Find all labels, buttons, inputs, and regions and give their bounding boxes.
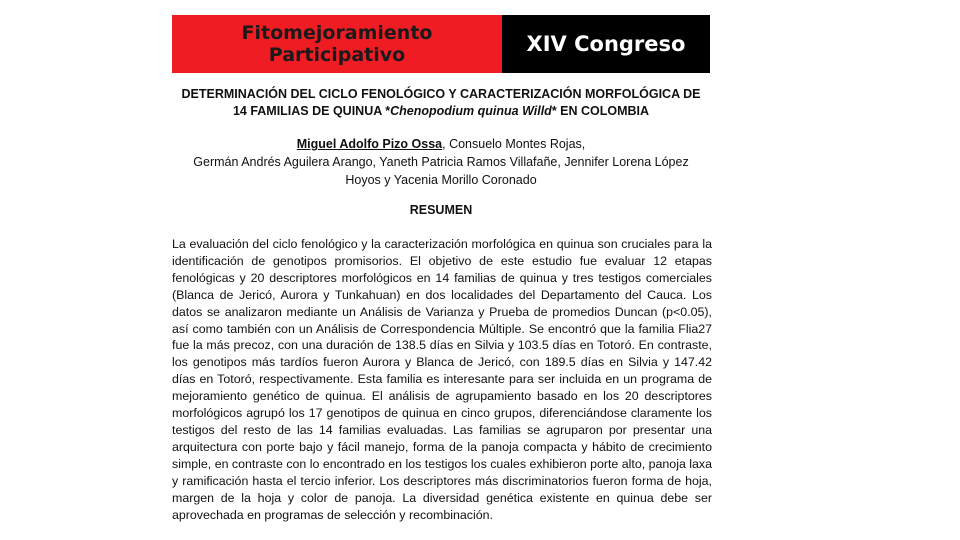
authors-line1 [172, 135, 710, 153]
authors-line2: Germán Andrés Aguilera Arango, Yaneth Patricia Ramos Villafañe, Jennifer Lorena López [193, 155, 689, 169]
paper-title [172, 86, 710, 120]
title-species: Chenopodium quinua Willd [390, 104, 552, 118]
main-author: Miguel Adolfo Pizo Ossa [296, 137, 443, 151]
title-line1: DETERMINACIÓN DEL CICLO FENOLÓGICO Y CARACTERIZACIÓN MORFOLÓGICA DE [181, 87, 701, 101]
authors-line3: Hoyos y Yacenia Morillo Coronado [345, 173, 537, 187]
banner-topic-line1: Fitomejoramiento [241, 22, 433, 44]
section-heading: RESUMEN [409, 203, 473, 217]
banner-topic-line2: Participativo [268, 44, 406, 66]
title-line2-start: 14 FAMILIAS DE QUINUA * [232, 104, 391, 118]
author-list [172, 135, 710, 189]
abstract-text: La evaluación del ciclo fenológico y la caracterización morfológica en quinua son cruciales para la identificación de genotipos promisorios. El objetivo de este estudio fue evaluar 12 etapas fenológicas y 20 descriptores morfológicos en 14 familias de quinua y tres testigos comerciales (Blanca de Jericó, Aurora y Tunkahuan) en dos localidades del Departamento del Cauca. Los datos se analizaron mediante un Análisis de Varianza y Prueba de promedios Duncan (p<0.05), así como también con un Análisis de Correspondencia Múltiple. Se encontró que la familia Flia27 fue la más precoz, con una duración de 138.5 días en Silvia y 103.5 días en Totoró. En contraste, los genotipos más tardíos fueron Aurora y Blanca de Jericó, con 189.5 días en Silvia y 147.42 días en Totoró, respectivamente. Esta familia es interesante para ser incluida en un programa de mejoramiento genético de quinua. El análisis de agrupamiento basado en los 20 descriptores morfológicos agrupó los 17 genotipos de quinua en cinco grupos, diferenciándose claramente los testigos del resto de las 14 familias evaluadas. Las familias se agruparon por presentar una arquitectura con porte bajo y fácil manejo, forma de la panoja compacta y hábito de crecimiento simple, en contraste con lo encontrado en los testigos los cuales exhibieron porte alto, panoja laxa y ramificación hasta el tercio inferior. Los descriptores más discriminatorios fueron forma de hoja, margen de la hoja y color de panoja. La diversidad genética existente en quinua debe ser aprovechada en programas de selección y recombinación. [172, 237, 713, 522]
banner-topic [172, 15, 502, 73]
banner-congress: XIV Congreso [502, 15, 710, 73]
congress-banner [172, 15, 710, 73]
title-line2-end: * EN COLOMBIA [551, 104, 650, 118]
authors-line1-rest: , Consuelo Montes Rojas, [442, 137, 586, 151]
title-line2 [172, 103, 710, 120]
